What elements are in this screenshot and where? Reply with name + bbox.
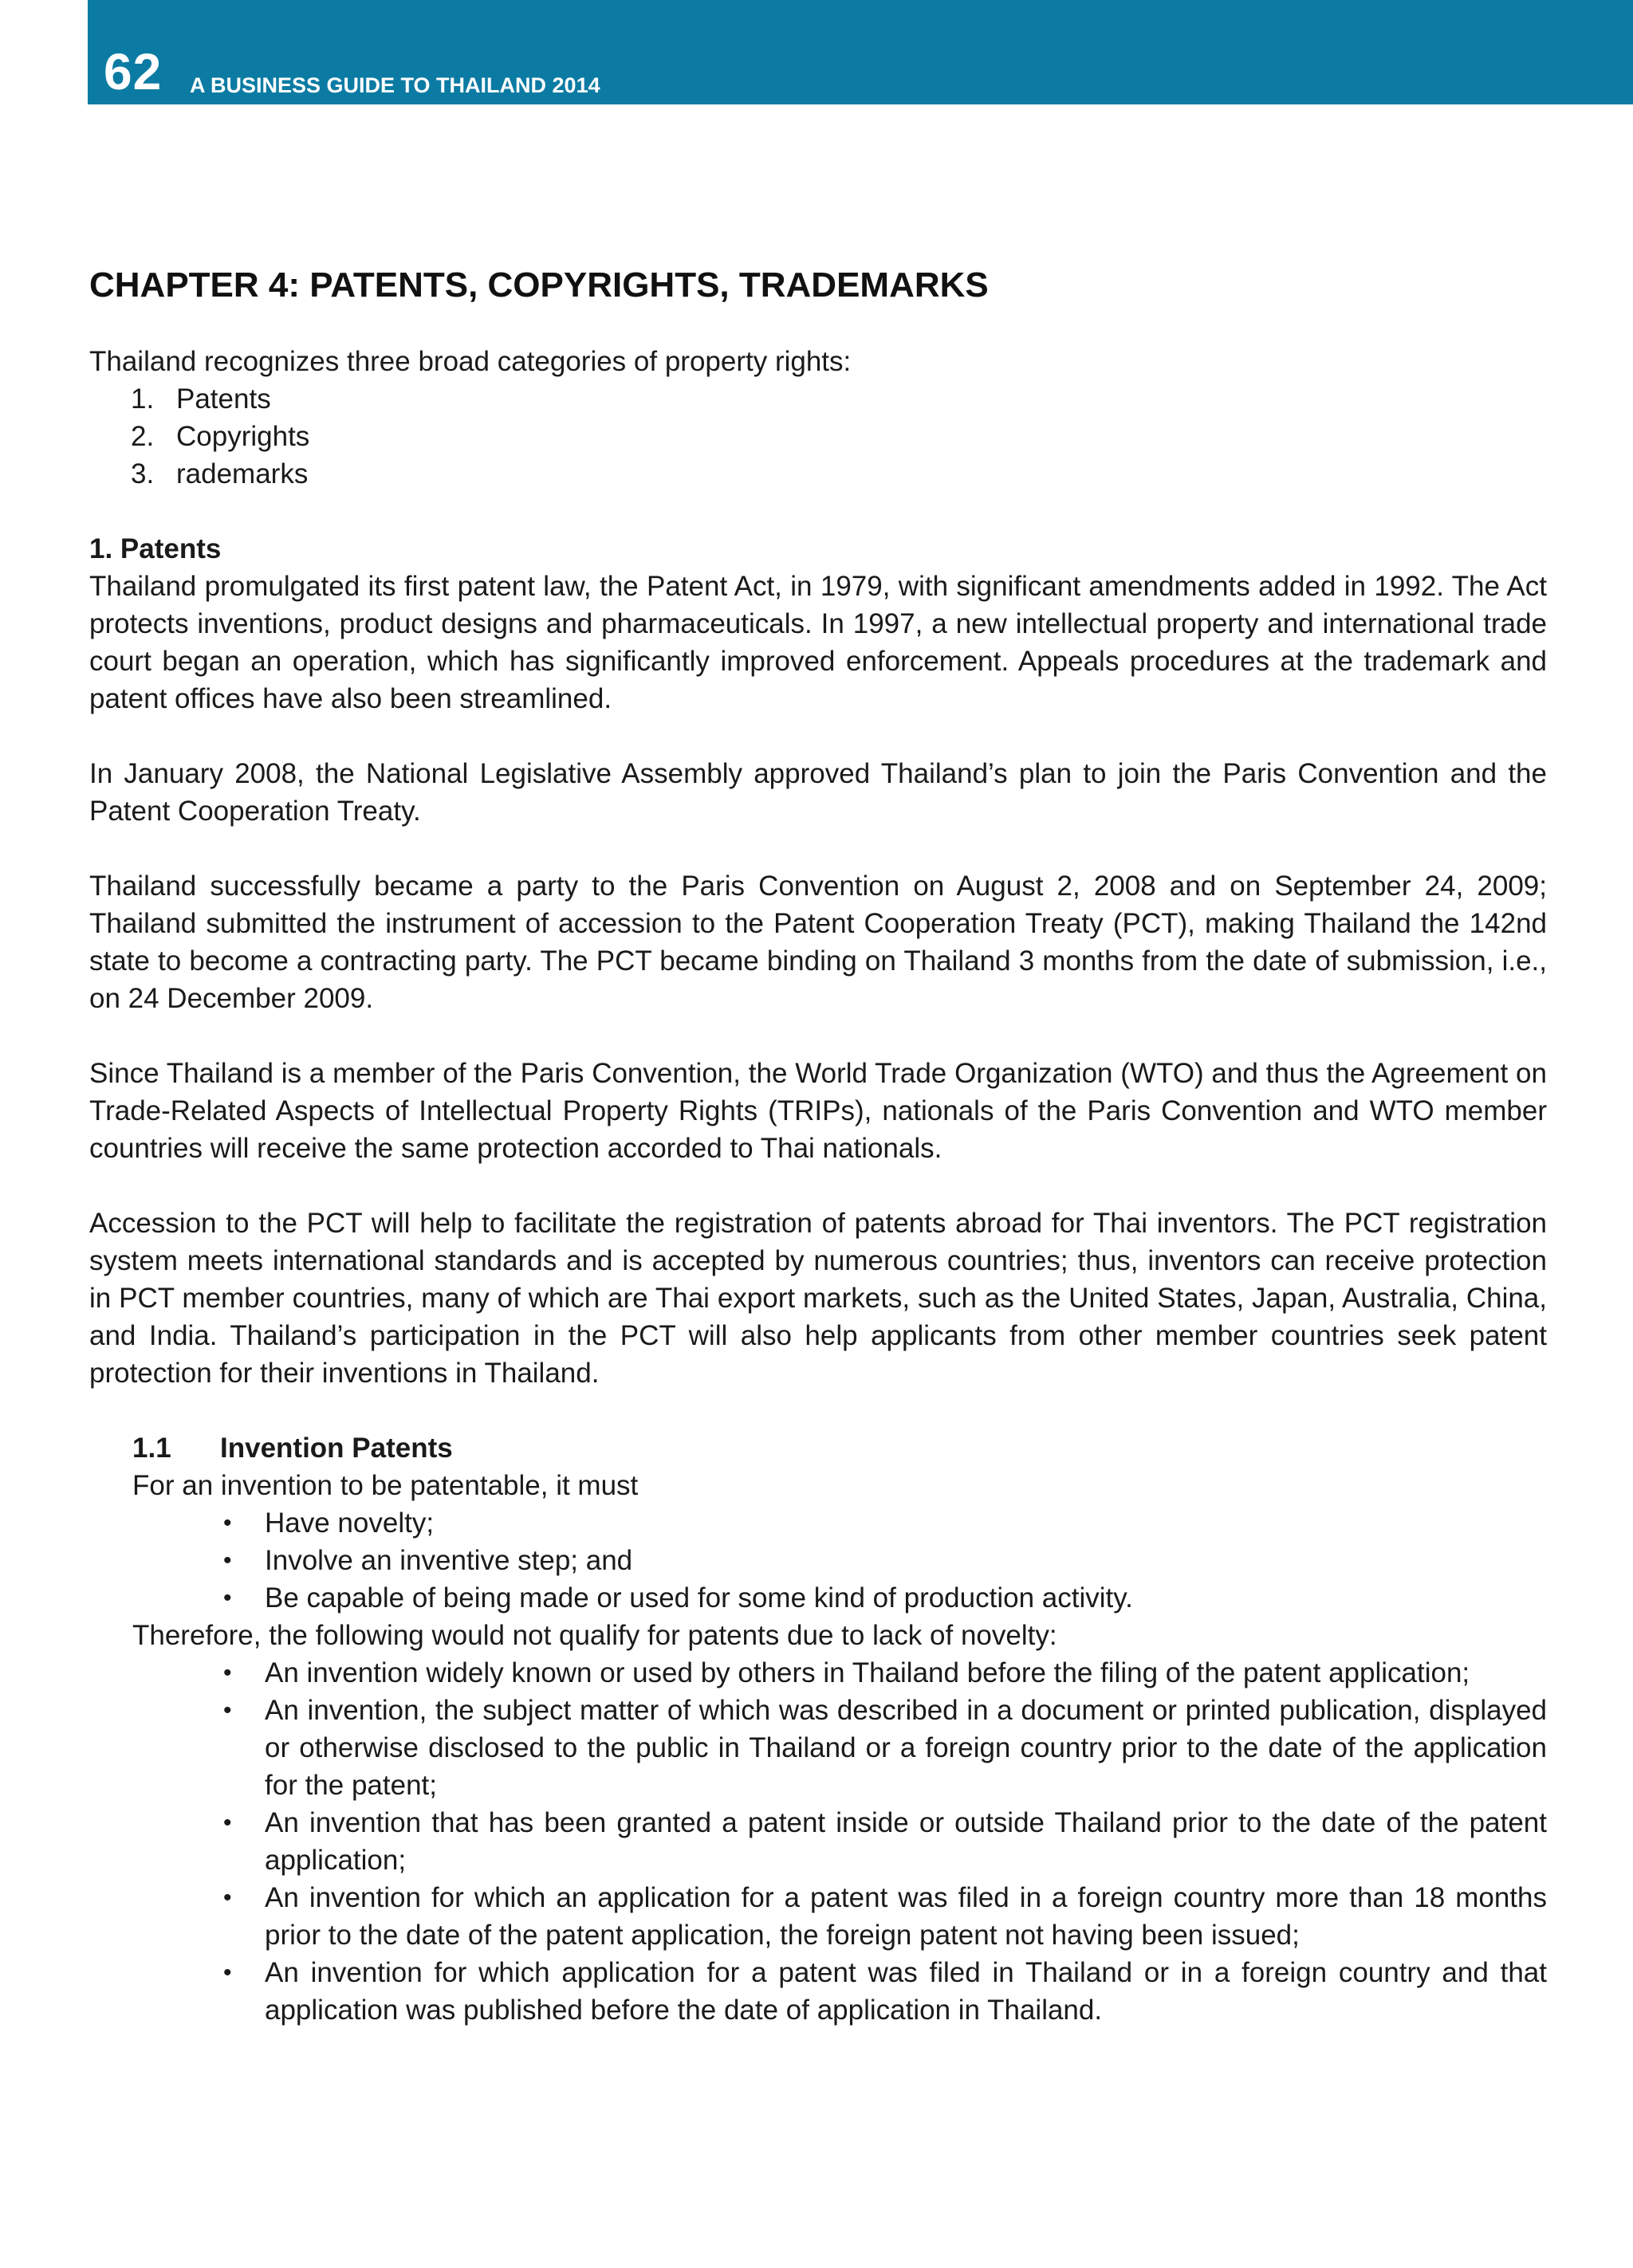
page-number: 62 [104, 43, 163, 100]
subsection-invention-patents [89, 1429, 1547, 1504]
bullet-icon: • [223, 1660, 232, 1686]
list-item: • Be capable of being made or used for some kind of production activity. [89, 1579, 1547, 1617]
list-item: • An invention for which application for a patent was filed in Thailand or in a foreign country and that application was published before the date of application in Thailand. [89, 1954, 1547, 2029]
list-item: • An invention widely known or used by others in Thailand before the filing of the patent application; [89, 1654, 1547, 1692]
running-title: A BUSINESS GUIDE TO THAILAND 2014 [190, 73, 600, 97]
subsection-title: Invention Patents [220, 1433, 453, 1464]
exclusions-list [89, 1654, 1547, 2029]
bullet-icon: • [223, 1697, 232, 1724]
bullet-icon: • [223, 1959, 232, 1986]
list-item: 3. rademarks [131, 458, 309, 489]
intro-block [89, 343, 1547, 493]
paragraph: Accession to the PCT will help to facilitate the registration of patents abroad for Thai inventors. The PCT registration system meets international standards and is accepted by numerous countries; thus, inventors can receive protection in PCT member countries, many of which are Thai export markets, such as the United States, Japan, Australia, China, and India. Thailand’s participation in the PCT will also help applicants from other member countries seek patent protection for their inventions in Thailand. [89, 1208, 1547, 1389]
chapter-title: CHAPTER 4: PATENTS, COPYRIGHTS, TRADEMARKS [89, 265, 989, 305]
exclusions-lead-wrap [89, 1617, 1547, 1654]
list-item: 2. Copyrights [131, 421, 310, 452]
list-item: • An invention that has been granted a patent inside or outside Thailand prior to the date of the patent application; [89, 1804, 1547, 1879]
page-content [89, 263, 1547, 2029]
bullet-icon: • [223, 1510, 232, 1536]
paragraph: In January 2008, the National Legislative Assembly approved Thailand’s plan to join the Paris Convention and the Patent Cooperation Treaty. [89, 758, 1547, 827]
paragraph: Thailand promulgated its first patent law, the Patent Act, in 1979, with significant amendments added in 1992. The Act protects inventions, product designs and pharmaceuticals. In 1997, a new intellectual property and international trade court began an operation, which has significantly improved enforcement. Appeals procedures at the trademark and patent offices have also been streamlined. [89, 571, 1547, 714]
section-heading-patents: 1. Patents [89, 533, 222, 564]
bullet-icon: • [223, 1547, 232, 1574]
list-item: • Involve an inventive step; and [89, 1542, 1547, 1579]
list-item: • Have novelty; [89, 1504, 1547, 1542]
subsection-number: 1.1 [132, 1433, 171, 1464]
requirements-lead: For an invention to be patentable, it must [132, 1470, 639, 1501]
list-item: 1. Patents [131, 383, 271, 415]
rights-list [89, 380, 1547, 493]
intro-lead: Thailand recognizes three broad categories of property rights: [89, 346, 852, 377]
bullet-icon: • [223, 1885, 232, 1911]
exclusions-lead: Therefore, the following would not qualify for patents due to lack of novelty: [132, 1620, 1057, 1651]
list-item: • An invention for which an application for a patent was filed in a foreign country more than 18 months prior to the date of the patent application, the foreign patent not having been issued; [89, 1879, 1547, 1954]
paragraph: Since Thailand is a member of the Paris Convention, the World Trade Organization (WTO) and thus the Agreement on Trade-Related Aspects of Intellectual Property Rights (TRIPs), nationals of the Paris Convention and WTO member countries will receive the same protection accorded to Thai nationals. [89, 1058, 1547, 1164]
requirements-list [89, 1504, 1547, 1617]
subsection-heading [132, 1429, 1547, 1467]
list-item: • An invention, the subject matter of which was described in a document or printed publication, displayed or otherwise disclosed to the public in Thailand or a foreign country prior to the date of the application for the patent; [89, 1692, 1547, 1804]
bullet-icon: • [223, 1585, 232, 1611]
bullet-icon: • [223, 1810, 232, 1836]
paragraph: Thailand successfully became a party to the Paris Convention on August 2, 2008 and on September 24, 2009; Thailand submitted the instrument of accession to the Patent Cooperation Treaty (PCT), making Thailand the 142nd state to become a contracting party. The PCT became binding on Thailand 3 months from the date of submission, i.e., on 24 December 2009. [89, 871, 1547, 1014]
